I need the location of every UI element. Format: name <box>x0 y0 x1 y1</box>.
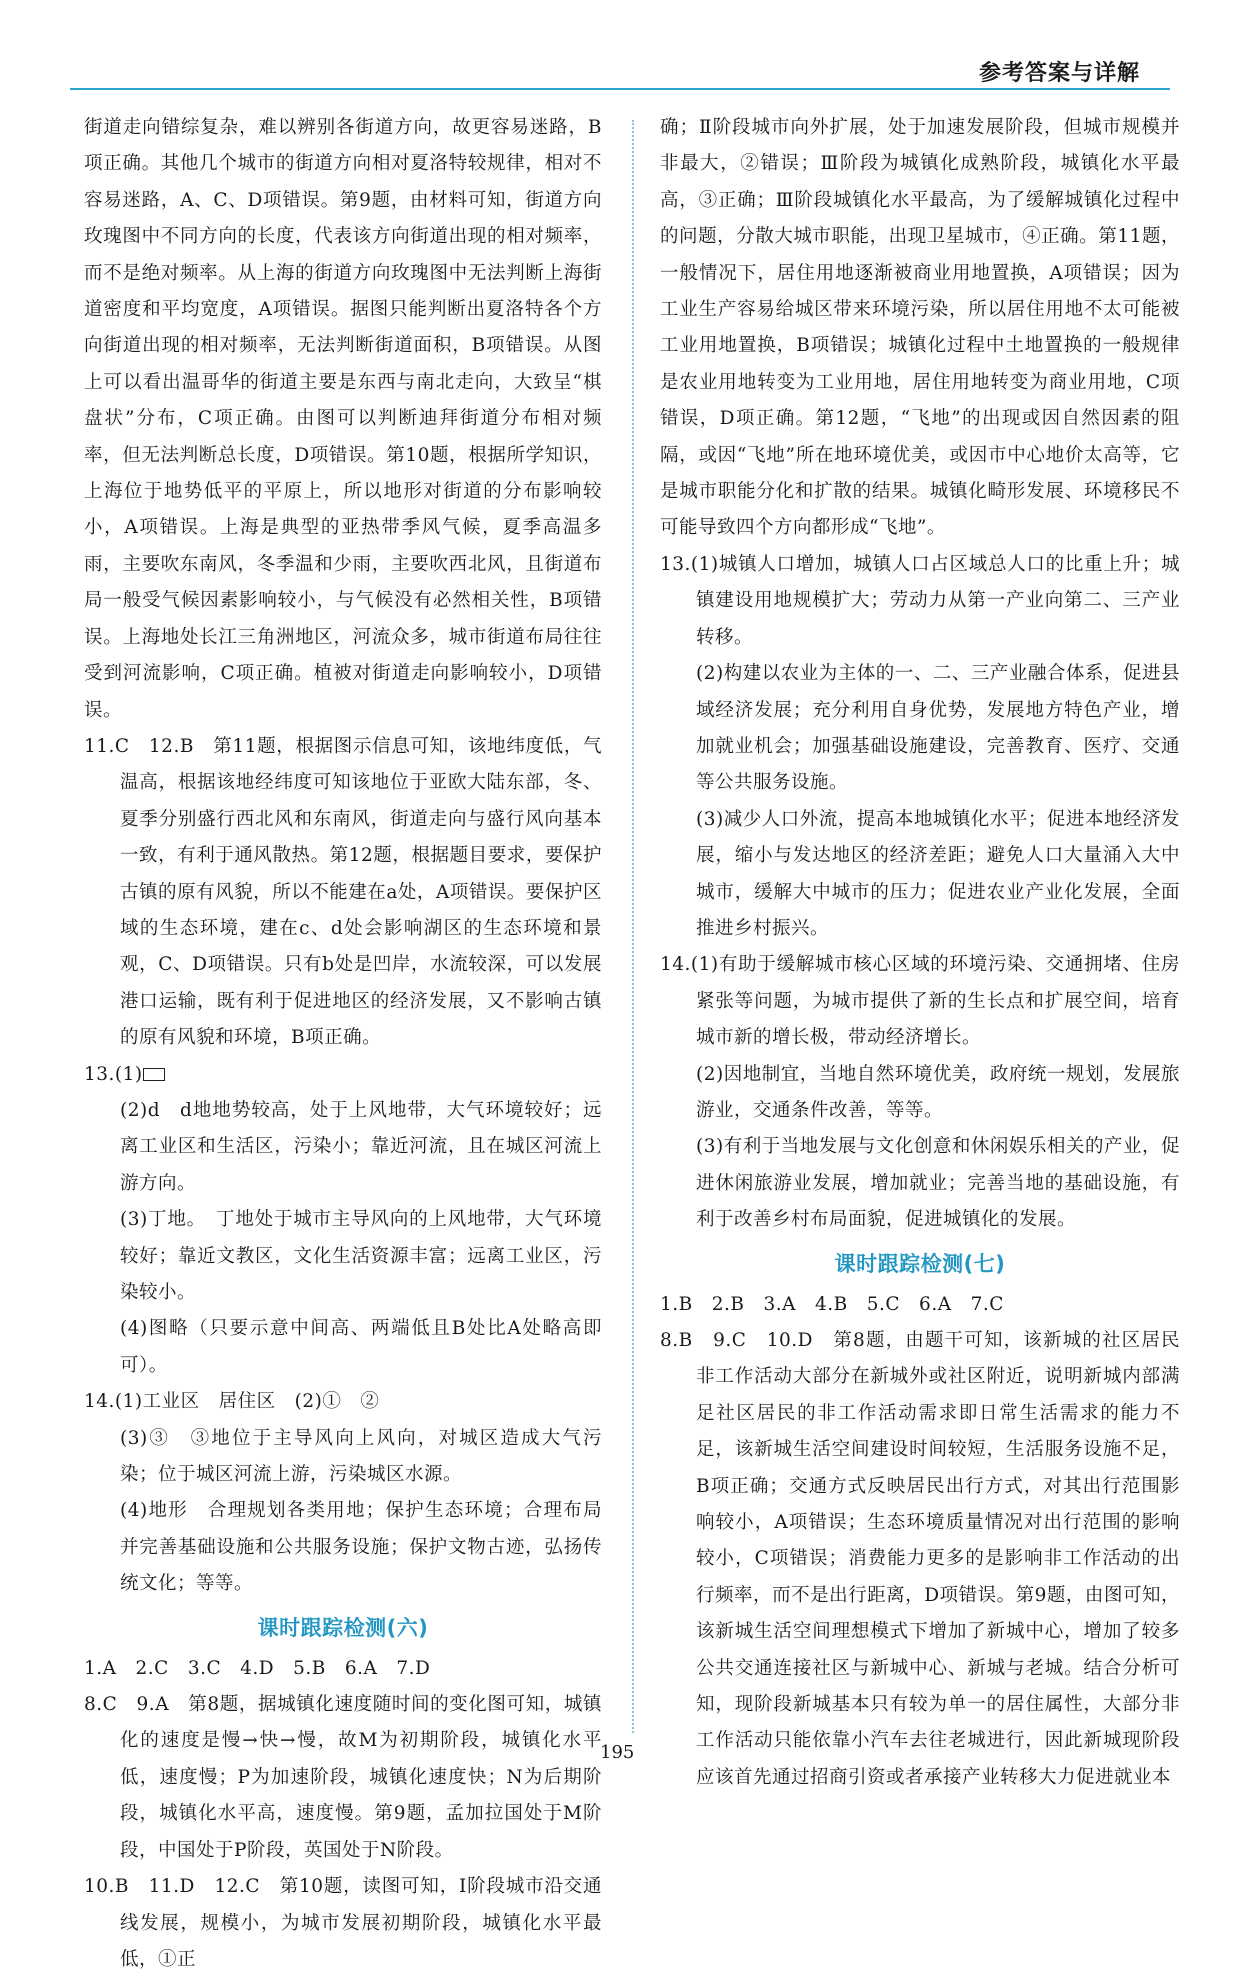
answer-item: 13.(1)城镇人口增加，城镇人口占区域总人口的比重上升；城镇建设用地规模扩大；劳动力从第一产业向第二、三产业转移。 <box>660 553 1180 648</box>
answer-item: 14.(1)有助于缓解城市核心区域的环境污染、交通拥堵、住房紧张等问题，为城市提供了新的生长点和扩展空间，培育城市新的增长极，带动经济增长。 <box>660 954 1180 1049</box>
page-number: 195 <box>600 1742 635 1763</box>
answer-item: 1.A 2.C 3.C 4.D 5.B 6.A 7.D <box>84 1657 431 1679</box>
answer-text: 13.(1) <box>84 1063 143 1085</box>
paragraph: 街道走向错综复杂，难以辨别各街道方向，故更容易迷路，B项正确。其他几个城市的街道方向相对夏洛特较规律，相对不容易迷路，A、C、D项错误。第9题，由材料可知，街道方向玫瑰图中不同方向的长度，代表该方向街道出现的相对频率，而不是绝对频率。从上海的街道方向玫瑰图中无法判断上海街道密度和平均宽度，A项错误。据图只能判断出夏洛特各个方向街道出现的相对频率，无法判断街道面积，B项错误。从图上可以看出温哥华的街道主要是东西与南北走向，大致呈“棋盘状”分布，C项正确。由图可以判断迪拜街道分布相对频率，但无法判断总长度，D项错误。第10题，根据所学知识，上海位于地势低平的平原上，所以地形对街道的分布影响较小，A项错误。上海是典型的亚热带季风气候，夏季高温多雨，主要吹东南风，冬季温和少雨，主要吹西北风，且街道布局一般受气候因素影响较小，与气候没有必然相关性，B项错误。上海地处长江三角洲地区，河流众多，城市街道布局往往受到河流影响，C项正确。植被对街道走向影响较小，D项错误。 <box>84 117 602 721</box>
answer-sub-item: (2)因地制宜，当地自然环境优美，政府统一规划，发展旅游业，交通条件改善，等等。 <box>696 1063 1180 1121</box>
answer-item: 14.(1)工业区 居住区 (2)① ② <box>84 1391 380 1413</box>
left-column <box>84 110 602 1978</box>
answer-item: 10.B 11.D 12.C 第10题，读图可知，Ⅰ阶段城市沿交通线发展，规模小，为城市发展初期阶段，城镇化水平最低，①正 <box>84 1876 602 1970</box>
answer-sub-item: (3)减少人口外流，提高本地城镇化水平；促进本地经济发展，缩小与发达地区的经济差距；避免人口大量涌入大中城市，缓解大中城市的压力；促进农业产业化发展，全面推进乡村振兴。 <box>696 808 1180 939</box>
answer-item: 1.B 2.B 3.A 4.B 5.C 6.A 7.C <box>660 1293 1004 1315</box>
answer-sub-item: (2)d d地地势较高，处于上风地带，大气环境较好；远离工业区和生活区，污染小；靠近河流，且在城区河流上游方向。 <box>120 1099 602 1194</box>
answer-sub-item: (4)图略（只要示意中间高、两端低且B处比A处略高即可）。 <box>120 1318 602 1376</box>
right-column <box>660 110 1180 1796</box>
header-rule <box>70 88 1170 90</box>
answer-item <box>84 1057 602 1093</box>
answer-sub-item: (3)丁地。 丁地处于城市主导风向的上风地带，大气环境较好；靠近文教区，文化生活资源丰富；远离工业区，污染较小。 <box>120 1209 602 1303</box>
answer-sub-item: (3)③ ③地位于主导风向上风向，对城区造成大气污染；位于城区河流上游，污染城区水源。 <box>120 1427 602 1486</box>
answer-item: 11.C 12.B 第11题，根据图示信息可知，该地纬度低，气温高，根据该地经纬度可知该地位于亚欧大陆东部，冬、夏季分别盛行西北风和东南风，街道走向与盛行风向基本一致，有利于通风散热。第12题，根据题目要求，要保护古镇的原有风貌，所以不能建在a处，A项错误。要保护区域的生态环境，建在c、d处会影响湖区的生态环境和景观，C、D项错误。只有b处是凹岸，水流较深，可以发展港口运输，既有利于促进地区的经济发展，又不影响古镇的原有风貌和环境，B项正确。 <box>84 735 602 1049</box>
answer-item: 8.C 9.A 第8题，据城镇化速度随时间的变化图可知，城镇化的速度是慢→快→慢，故M为初期阶段，城镇化水平低，速度慢；P为加速阶段，城镇化速度快；N为后期阶段，城镇化水平高，速度慢。第9题，孟加拉国处于M阶段，中国处于P阶段，英国处于N阶段。 <box>84 1694 602 1861</box>
column-divider <box>632 120 634 1733</box>
answer-item: 8.B 9.C 10.D 第8题，由题干可知，该新城的社区居民非工作活动大部分在新城外或社区附近，说明新城内部满足社区居民的非工作活动需求即日常生活需求的能力不足，该新城生活空间建设时间较短，生活服务设施不足，B项正确；交通方式反映居民出行方式，对其出行范围影响较小，A项错误；生态环境质量情况对出行范围的影响较小，C项错误；消费能力更多的是影响非工作活动的出行频率，而不是出行距离，D项错误。第9题，由图可知，该新城生活空间理想模式下增加了新城中心，增加了较多公共交通连接社区与新城中心、新城与老城。结合分析可知，现阶段新城基本只有较为单一的居住属性，大部分非工作活动只能依靠小汽车去往老城进行，因此新城现阶段应该首先通过招商引资或者承接产业转移大力促进就业本 <box>660 1330 1180 1788</box>
answer-sub-item: (2)构建以农业为主体的一、二、三产业融合体系，促进县域经济发展；充分利用自身优势，发展地方特色产业，增加就业机会；加强基础设施建设，完善教育、医疗、交通等公共服务设施。 <box>696 663 1180 794</box>
rectangle-icon <box>143 1068 165 1081</box>
section-title: 课时跟踪检测(七) <box>834 1251 1006 1276</box>
page-header-title: 参考答案与详解 <box>978 61 1140 86</box>
paragraph: 确；Ⅱ阶段城市向外扩展，处于加速发展阶段，但城市规模并非最大，②错误；Ⅲ阶段为城镇化成熟阶段，城镇化水平最高，③正确；Ⅲ阶段城镇化水平最高，为了缓解城镇化过程中的问题，分散大城市职能，出现卫星城市，④正确。第11题，一般情况下，居住用地逐渐被商业用地置换，A项错误；因为工业生产容易给城区带来环境污染，所以居住用地不太可能被工业用地置换，B项错误；城镇化过程中土地置换的一般规律是农业用地转变为工业用地，居住用地转变为商业用地，C项错误，D项正确。第12题，“飞地”的出现或因自然因素的阻隔，或因“飞地”所在地环境优美，或因市中心地价太高等，它是城市职能分化和扩散的结果。城镇化畸形发展、环境移民不可能导致四个方向都形成“飞地”。 <box>660 117 1180 539</box>
answer-sub-item: (3)有利于当地发展与文化创意和休闲娱乐相关的产业，促进休闲旅游业发展，增加就业；完善当地的基础设施，有利于改善乡村布局面貌，促进城镇化的发展。 <box>696 1136 1180 1231</box>
answer-sub-item: (4)地形 合理规划各类用地；保护生态环境；合理布局并完善基础设施和公共服务设施；保护文物古迹，弘扬传统文化；等等。 <box>120 1500 602 1595</box>
section-title: 课时跟踪检测(六) <box>257 1615 429 1640</box>
